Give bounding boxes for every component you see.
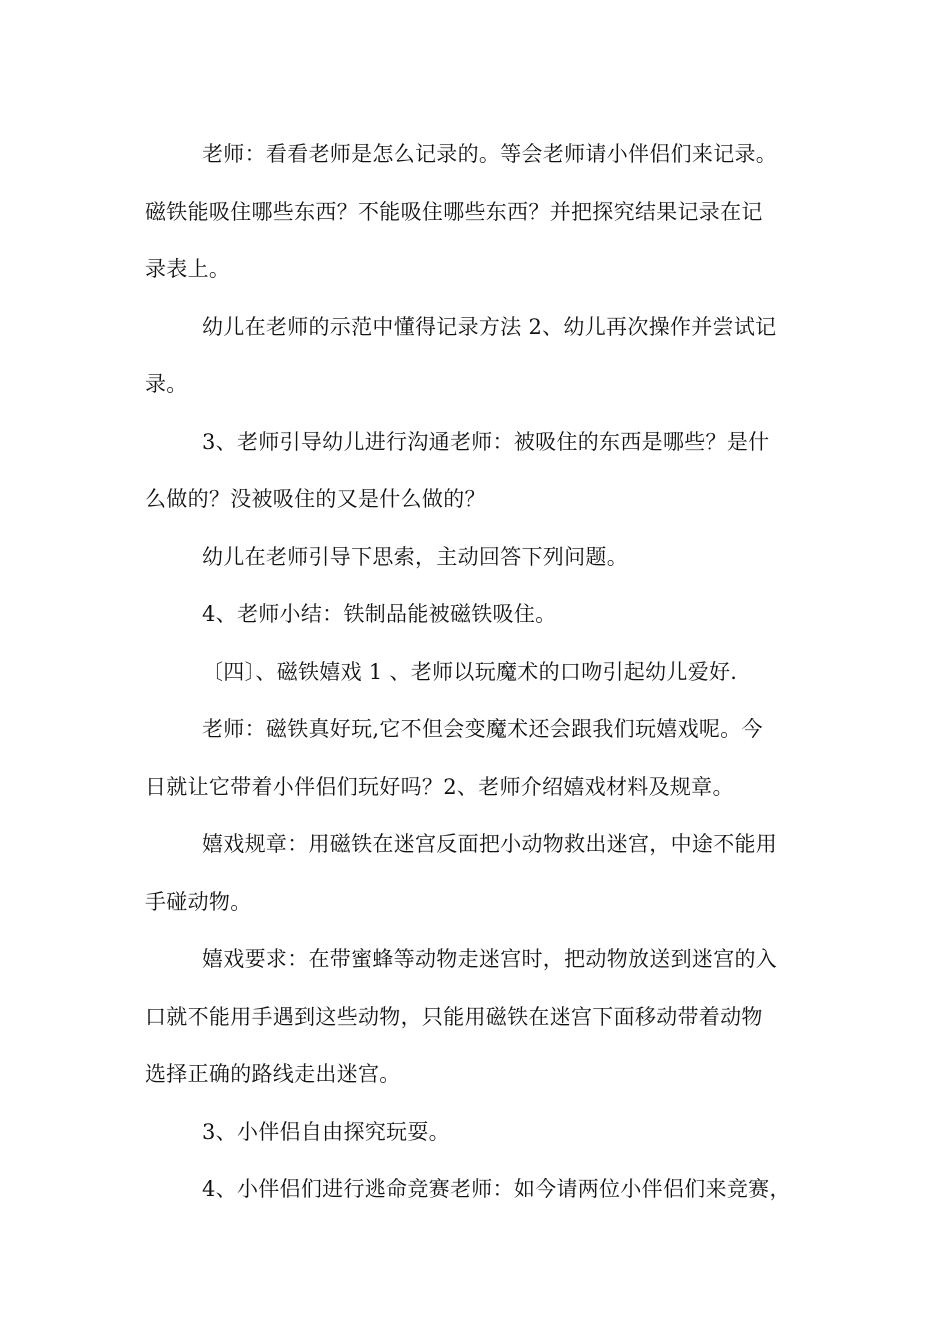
text-line: 3、小伴侣自由探究玩耍。	[202, 1120, 450, 1144]
text-line: 老师：看看老师是怎么记录的。等会老师请小伴侣们来记录。	[202, 142, 778, 166]
text-line: 4、老师小结：铁制品能被磁铁吸住。	[202, 602, 557, 626]
text-line: 嬉戏要求：在带蜜蜂等动物走迷宫时，把动物放送到迷宫的入	[202, 947, 778, 971]
text-line: 么做的？没被吸住的又是什么做的？	[145, 487, 486, 511]
text-line: 磁铁能吸住哪些东西？不能吸住哪些东西？并把探究结果记录在记	[145, 200, 763, 224]
text-line: 幼儿在老师引导下思索，主动回答下列问题。	[202, 545, 628, 569]
text-line: 4、小伴侣们进行逃命竞赛老师：如今请两位小伴侣们来竞赛，	[202, 1177, 791, 1201]
text-line: 日就让它带着小伴侣们玩好吗？2、老师介绍嬉戏材料及规章。	[145, 775, 734, 799]
text-line: 〔四〕、磁铁嬉戏 1 、老师以玩魔术的口吻引起幼儿爱好.	[202, 660, 738, 684]
text-line: 选择正确的路线走出迷宫。	[145, 1062, 401, 1086]
text-line: 口就不能用手遇到这些动物，只能用磁铁在迷宫下面移动带着动物	[145, 1005, 763, 1029]
text-line: 老师：磁铁真好玩,它不但会变魔术还会跟我们玩嬉戏呢。今	[202, 717, 763, 741]
text-line: 3、老师引导幼儿进行沟通老师：被吸住的东西是哪些？是什	[202, 430, 770, 454]
text-line: 幼儿在老师的示范中懂得记录方法 2、幼儿再次操作并尝试记	[202, 315, 777, 339]
text-line: 手碰动物。	[145, 890, 252, 914]
text-line: 录。	[145, 372, 188, 396]
text-line: 录表上。	[145, 257, 231, 281]
text-line: 嬉戏规章：用磁铁在迷宫反面把小动物救出迷宫，中途不能用	[202, 832, 778, 856]
